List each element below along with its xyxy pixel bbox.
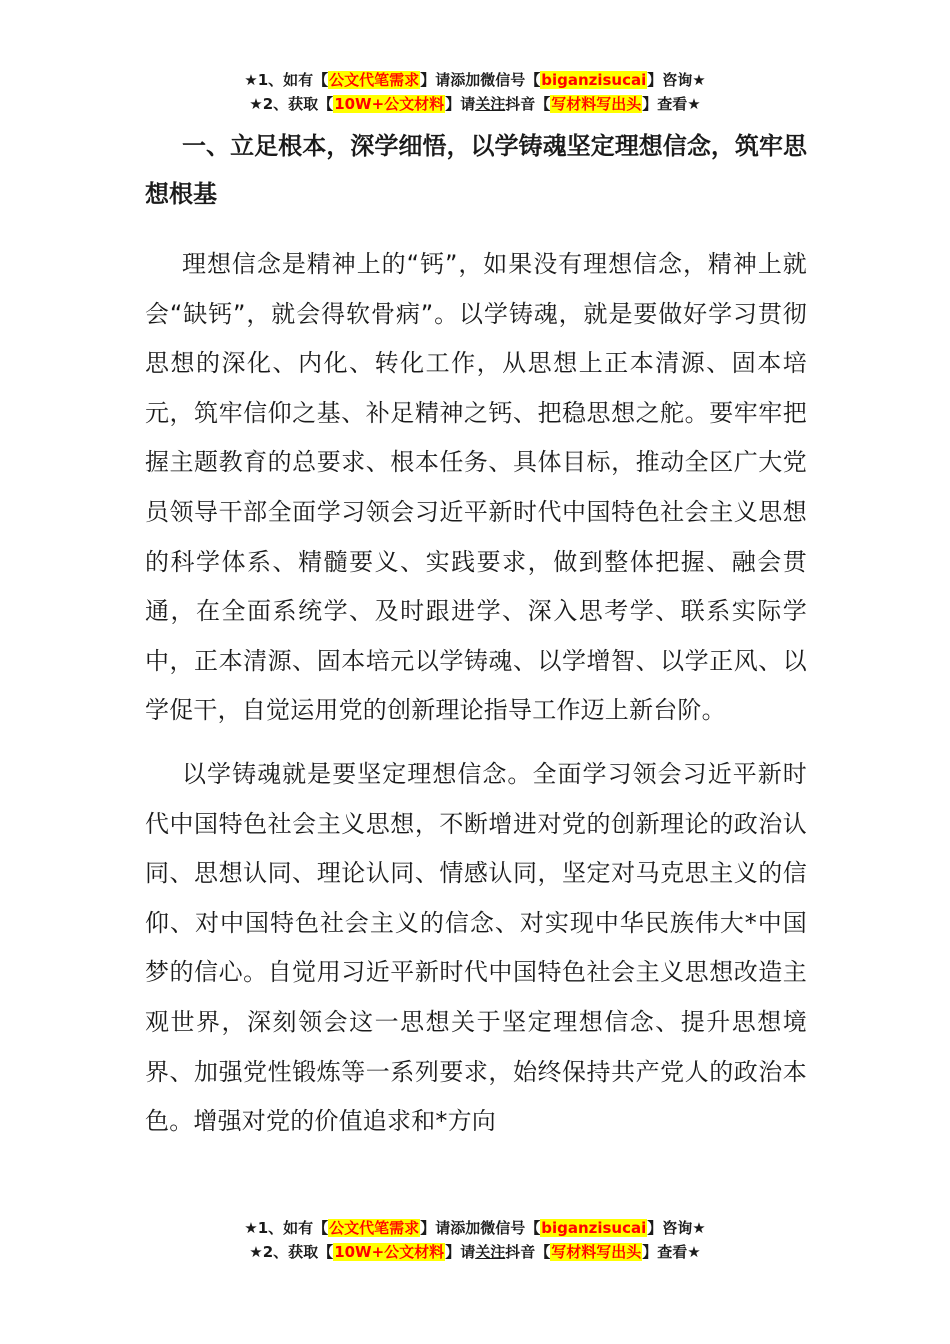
promo-text: 】请 xyxy=(445,1243,476,1261)
promo-highlight: 10W+公文材料 xyxy=(334,95,445,113)
promo-text: 抖音【 xyxy=(505,1243,551,1261)
promo-text: 】请添加微信号【 xyxy=(420,1219,541,1237)
promo-underline: 关注 xyxy=(475,1243,506,1261)
paragraph-2: 以学铸魂就是要坚定理想信念。全面学习领会习近平新时代中国特色社会主义思想，不断增进对党的创新理论的政治认同、思想认同、理论认同、情感认同，坚定对马克思主义的信仰、对中国特色社会主义的信念、对实现中华民族伟大*中国梦的信心。自觉用习近平新时代中国特色社会主义思想改造主观世界，深刻领会这一思想关于坚定理想信念、提升思想境界、加强党性锻炼等一系列要求，始终保持共产党人的政治本色。增强对党的价值追求和*方向 xyxy=(145,759,807,1136)
promo-text: 】请添加微信号【 xyxy=(420,71,541,89)
promo-text: ★2、获取【 xyxy=(249,1243,334,1261)
promo-line-2 xyxy=(0,92,950,116)
promo-highlight: 写材料写出头 xyxy=(551,1243,642,1261)
promo-line-1 xyxy=(0,1216,950,1240)
section-heading: 一、立足根本，深学细悟，以学铸魂坚定理想信念，筑牢思想根基 xyxy=(145,132,807,208)
promo-text: 】咨询★ xyxy=(647,1219,706,1237)
promo-text: 】咨询★ xyxy=(647,71,706,89)
promo-text: 】查看★ xyxy=(642,1243,701,1261)
promo-underline: 关注 xyxy=(475,95,506,113)
promo-text: ★1、如有【 xyxy=(244,71,329,89)
promo-line-2 xyxy=(0,1240,950,1264)
promo-text: ★2、获取【 xyxy=(249,95,334,113)
promo-highlight: biganzisucai xyxy=(541,1219,647,1237)
promo-text: 】查看★ xyxy=(642,95,701,113)
paragraph-1: 理想信念是精神上的“钙”，如果没有理想信念，精神上就会“缺钙”，就会得软骨病”。以学铸魂，就是要做好学习贯彻思想的深化、内化、转化工作，从思想上正本清源、固本培元，筑牢信仰之基、补足精神之钙、把稳思想之舵。要牢牢把握主题教育的总要求、根本任务、具体目标，推动全区广大党员领导干部全面学习领会习近平新时代中国特色社会主义思想的科学体系、精髓要义、实践要求，做到整体把握、融会贯通，在全面系统学、及时跟进学、深入思考学、联系实际学中，正本清源、固本培元以学铸魂、以学增智、以学正风、以学促干，自觉运用党的创新理论指导工作迈上新台阶。 xyxy=(145,250,807,725)
promo-text: 抖音【 xyxy=(505,95,551,113)
promo-highlight: 公文代笔需求 xyxy=(329,71,420,89)
promo-text: 】请 xyxy=(445,95,476,113)
promo-banner-top xyxy=(0,68,950,116)
promo-highlight: biganzisucai xyxy=(541,71,647,89)
promo-line-1 xyxy=(0,68,950,92)
document-body xyxy=(145,122,807,1147)
promo-highlight: 公文代笔需求 xyxy=(329,1219,420,1237)
promo-banner-bottom xyxy=(0,1216,950,1264)
promo-text: ★1、如有【 xyxy=(244,1219,329,1237)
promo-highlight: 10W+公文材料 xyxy=(334,1243,445,1261)
promo-highlight: 写材料写出头 xyxy=(551,95,642,113)
